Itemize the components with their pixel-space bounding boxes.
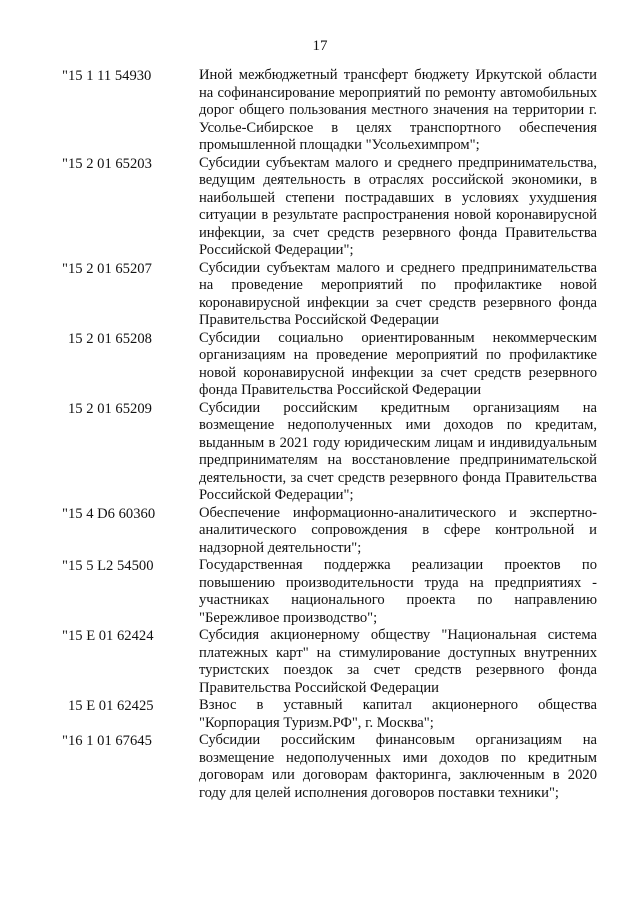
budget-code: 15 2 01 65209 bbox=[68, 400, 152, 417]
list-item bbox=[62, 627, 602, 697]
budget-description: Субсидии субъектам малого и среднего предпринимательства, ведущим деятельность в отраслях российской экономики, в наибольшей степени пострадавших в условиях ухудшения ситуации в результате распространения новой коронавирусной инфекции, за счет средств резервного фонда Правительства Российской Федерации"; bbox=[199, 154, 597, 258]
list-item bbox=[62, 400, 602, 505]
budget-description: Субсидии социально ориентированным некоммерческим организациям на проведение мероприятий по профилактике новой коронавирусной инфекции за счет средств резервного фонда Правительства Российской Федерации bbox=[199, 329, 597, 398]
list-item bbox=[62, 330, 602, 400]
budget-description: Субсидии субъектам малого и среднего предпринимательства на проведение мероприятий по профилактике новой коронавирусной инфекции за счет средств резервного фонда Правительства Российской Федерации bbox=[199, 259, 597, 328]
budget-description: Иной межбюджетный трансферт бюджету Иркутской области на софинансирование мероприятий по ремонту автомобильных дорог общего пользования местного значения на территории г. Усолье-Сибирское в целях транспортного обеспечения промышленной площадки "Усольехимпром"; bbox=[199, 67, 597, 153]
budget-description: Субсидия акционерному обществу "Национальная система платежных карт" на стимулирование доступных внутренних туристских поездок за счет средств резервного фонда Правительства Российской Федерации bbox=[199, 627, 597, 696]
list-item bbox=[62, 732, 602, 802]
budget-code: "15 E 01 62424 bbox=[62, 628, 154, 644]
list-item bbox=[62, 67, 602, 155]
budget-code: "16 1 01 67645 bbox=[62, 733, 152, 749]
budget-code: "15 2 01 65203 bbox=[62, 155, 152, 172]
list-item bbox=[62, 697, 602, 732]
budget-description: Субсидии российским кредитным организациям на возмещение недополученных ими доходов по кредитам, выданным в 2021 году юридическим лицам и индивидуальным предпринимателям на восстановление предпринимательской деятельности, за счет средств резервного фонда Правительства Российской Федерации"; bbox=[199, 399, 597, 503]
budget-code: "15 5 L2 54500 bbox=[62, 558, 154, 574]
budget-description: Обеспечение информационно-аналитического и экспертно-аналитического сопровождения в сфере контрольной и надзорной деятельности"; bbox=[199, 504, 597, 556]
list-item bbox=[62, 505, 602, 558]
budget-code: "15 2 01 65207 bbox=[62, 260, 152, 277]
list-item bbox=[62, 557, 602, 627]
list-item bbox=[62, 155, 602, 260]
budget-description: Субсидии российским финансовым организациям на возмещение недополученных ими доходов по кредитным договорам или договорам факторинга, заключенным в 2020 году для целей исполнения договоров поставки техники"; bbox=[199, 732, 597, 801]
budget-description: Государственная поддержка реализации проектов по повышению производительности труда на предприятиях - участниках национального проекта по направлению "Бережливое производство"; bbox=[199, 557, 597, 626]
budget-code-list bbox=[62, 67, 602, 802]
budget-code: 15 E 01 62425 bbox=[68, 698, 154, 714]
budget-code: 15 2 01 65208 bbox=[68, 330, 152, 347]
list-item bbox=[62, 260, 602, 330]
page-number: 17 bbox=[312, 38, 328, 54]
budget-description: Взнос в уставный капитал акционерного общества "Корпорация Туризм.РФ", г. Москва"; bbox=[199, 697, 597, 731]
budget-code: "15 4 D6 60360 bbox=[62, 505, 156, 522]
budget-code: "15 1 11 54930 bbox=[62, 68, 152, 84]
